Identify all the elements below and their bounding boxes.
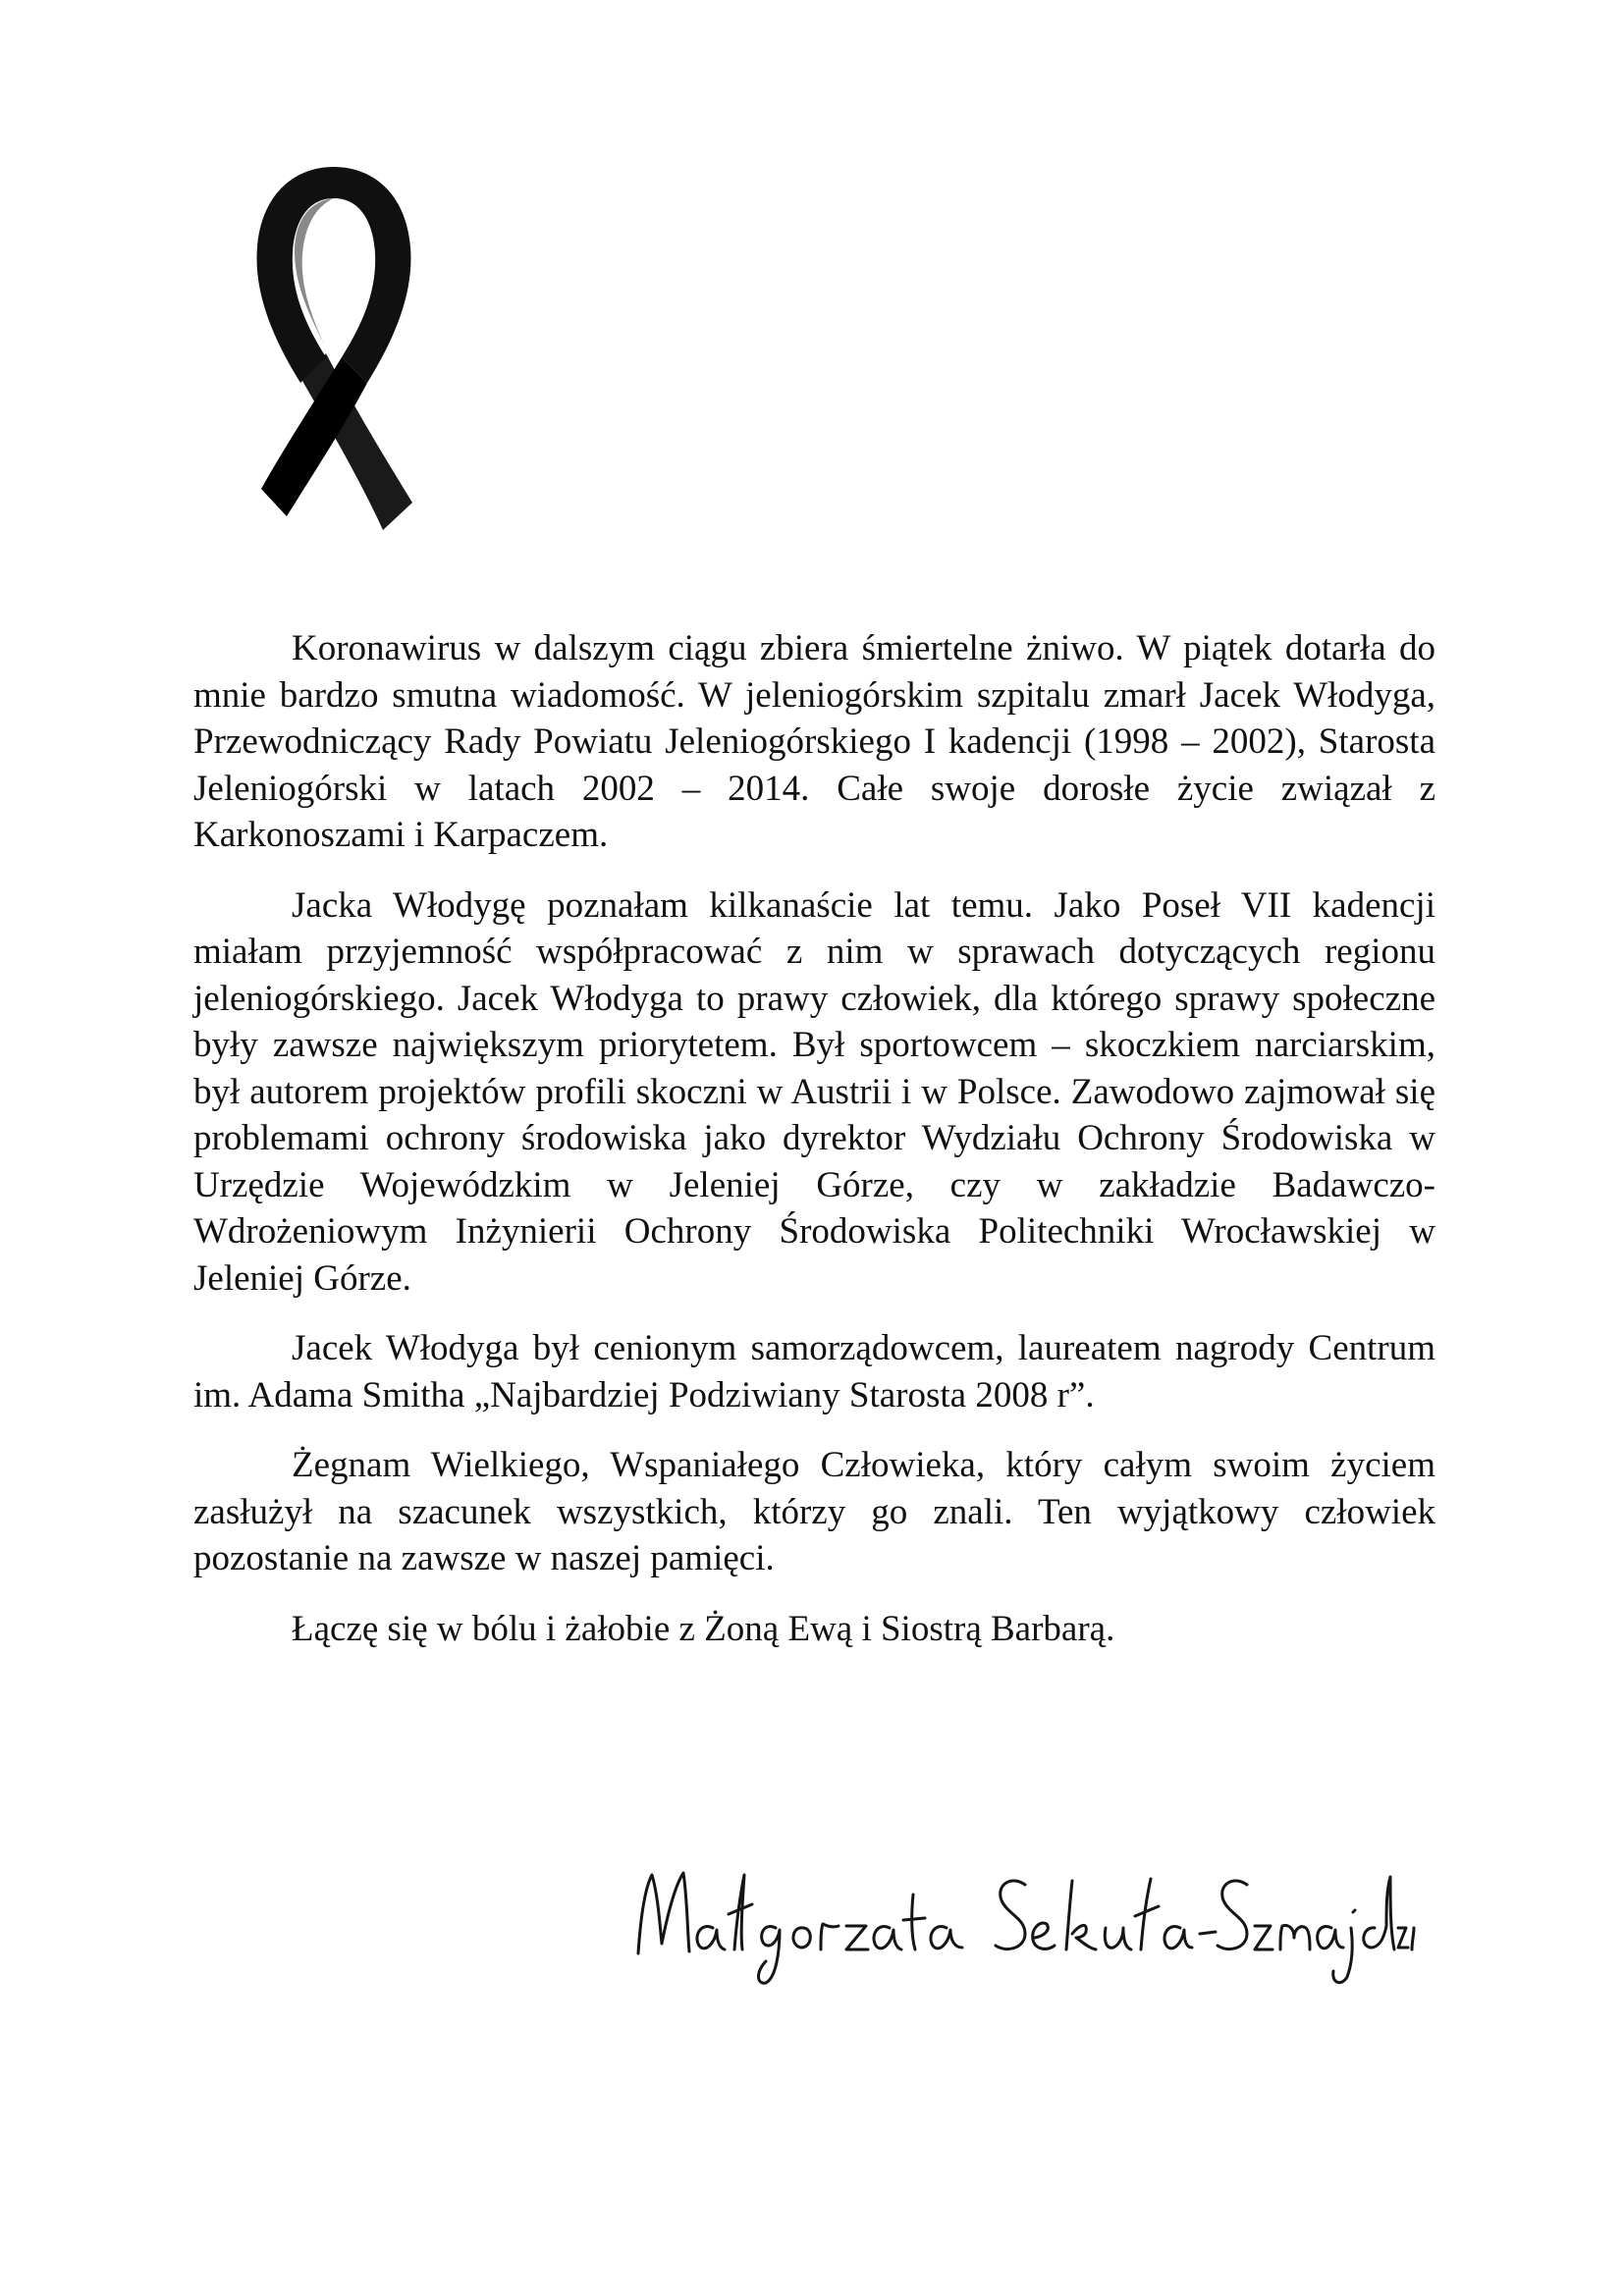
letter-paragraph: Łączę się w bólu i żałobie z Żoną Ewą i Siostrą Barbarą.: [292, 1608, 1115, 1649]
letter-paragraph: Jacka Włodygę poznałam kilkanaście lat temu. Jako Poseł VII kadencji miałam przyjemność współpracować z nim w sprawach dotyczących regionu jeleniogórskiego. Jacek Włodyga to prawy człowiek, dla którego sprawy społeczne były zawsze największym priorytetem. Był sportowcem – skoczkiem narciarskim, był autorem projektów profili skoczni w Austrii i w Polsce. Zawodowo zajmował się problemami ochrony środowiska jako dyrektor Wydziału Ochrony Środowiska w Urzędzie Wojewódzkim w Jeleniej Górze, czy w zakładzie Badawczo-Wdrożeniowym Inżynierii Ochrony Środowiska Politechniki Wrocławskiej w Jeleniej Górze.: [193, 884, 1435, 1299]
mourning-ribbon-icon: [236, 157, 432, 550]
letter-paragraph: Żegnam Wielkiego, Wspaniałego Człowieka, który całym swoim życiem zasłużył na szacunek wszystkich, którzy go znali. Ten wyjątkowy człowiek pozostanie na zawsze w naszej pamięci.: [193, 1445, 1435, 1578]
handwritten-signature: [619, 1845, 1424, 1993]
letter-paragraph: Koronawirus w dalszym ciągu zbiera śmiertelne żniwo. W piątek dotarła do mnie bardzo smutna wiadomość. W jeleniogórskim szpitalu zmarł Jacek Włodyga, Przewodniczący Rady Powiatu Jeleniogórskiego I kadencji (1998 – 2002), Starosta Jeleniogórski w latach 2002 – 2014. Całe swoje dorosłe życie związał z Karkonoszami i Karpaczem.: [193, 628, 1435, 855]
letter-paragraph: Jacek Włodyga był cenionym samorządowcem, laureatem nagrody Centrum im. Adama Smitha „Najbardziej Podziwiany Starosta 2008 r”.: [193, 1328, 1435, 1415]
letter-body: [193, 625, 1435, 1676]
